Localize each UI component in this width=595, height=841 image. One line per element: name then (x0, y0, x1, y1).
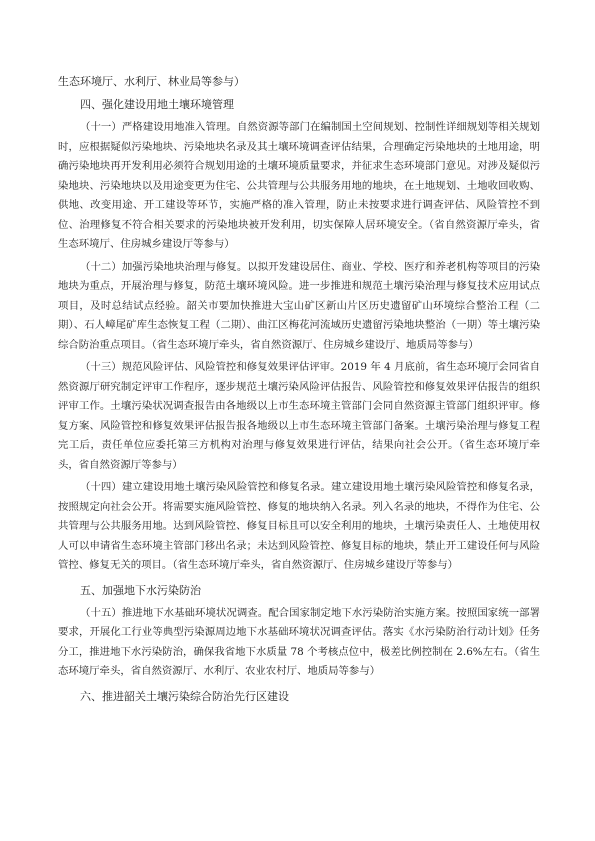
paragraph-15: （十五）推进地下水基础环境状况调查。配合国家制定地下水污染防治实施方案。按照国家统一部署要求，开展化工行业等典型污染源周边地下水基础环境状况调查评估。落实《水污染防治行动计划》任务分工，推进地下水污染防治，确保我省地下水质量 78 个考核点位中，极差比例控制在 2.6%左右。（省生态环境厅牵头，省自然资源厅、水利厅、农业农村厅、地质局等参与） (58, 606, 540, 677)
section-heading-5: 五、加强地下水污染防治 (80, 583, 201, 597)
document-body (58, 70, 540, 710)
section-heading-6: 六、推进韶关土壤污染综合防治先行区建设 (80, 689, 289, 703)
continuation-line: 生态环境厅、水利厅、林业局等参与） (58, 75, 245, 88)
paragraph-14: （十四）建立建设用地土壤污染风险管控和修复名录。建立建设用地土壤污染风险管控和修复名录，按照规定向社会公开。将需要实施风险管控、修复的地块纳入名录。列入名录的地块，不得作为住宅、公共管理与公共服务用地。达到风险管控、修复目标且可以安全利用的地块，土壤污染责任人、土地使用权人可以申请省生态环境主管部门移出名录；未达到风险管控、修复目标的地块，禁止开工建设任何与风险管控、修复无关的项目。（省生态环境厅牵头，省自然资源厅、住房城乡建设厅等参与） (58, 481, 540, 571)
paragraph-13: （十三）规范风险评估、风险管控和修复效果评估评审。2019 年 4 月底前，省生态环境厅会同省自然资源厅研究制定评审工作程序，逐步规范土壤污染风险评估报告、风险管控和修复效果评估报告的组织评审工作。土壤污染状况调查报告由各地级以上市生态环境主管部门会同自然资源主管部门组织评审。修复方案、风险管控和修复效果评估报告报各地级以上市生态环境主管部门备案。土壤污染治理与修复工程完工后，责任单位应委托第三方机构对治理与修复效果进行评估，结果向社会公开。（省生态环境厅牵头，省自然资源厅等参与） (58, 361, 540, 471)
paragraph-11: （十一）严格建设用地准入管理。自然资源等部门在编制国土空间规划、控制性详细规划等相关规划时，应根据疑似污染地块、污染地块名录及其土壤环境调查评估结果，合理确定污染地块的土地用途，明确污染地块再开发利用必须符合规划用途的土壤环境质量要求，并征求生态环境部门意见。对涉及疑似污染地块、污染地块以及用途变更为住宅、公共管理与公共服务用地的地块，在土地规划、土地收回收购、供地、改变用途、开工建设等环节，实施严格的准入管理，防止未按要求进行调查评估、风险管控不到位、治理修复不符合相关要求的污染地块被开发利用，切实保障人居环境安全。（省自然资源厅牵头，省生态环境厅、住房城乡建设厅等参与） (58, 121, 540, 250)
paragraph-12: （十二）加强污染地块治理与修复。以拟开发建设居住、商业、学校、医疗和养老机构等项目的污染地块为重点，开展治理与修复，防范土壤环境风险。进一步推进和规范土壤污染治理与修复技术应用试点项目，及时总结试点经验。韶关市要加快推进大宝山矿区新山片区历史遗留矿山环境综合整治工程（二期）、石人嶂尾矿库生态恢复工程（二期）、曲江区梅花河流域历史遗留污染地块整治（一期）等土壤污染综合防治重点项目。（省生态环境厅牵头，省自然资源厅、住房城乡建设厅、地质局等参与） (58, 260, 540, 351)
section-heading-4: 四、强化建设用地土壤环境管理 (80, 98, 234, 111)
